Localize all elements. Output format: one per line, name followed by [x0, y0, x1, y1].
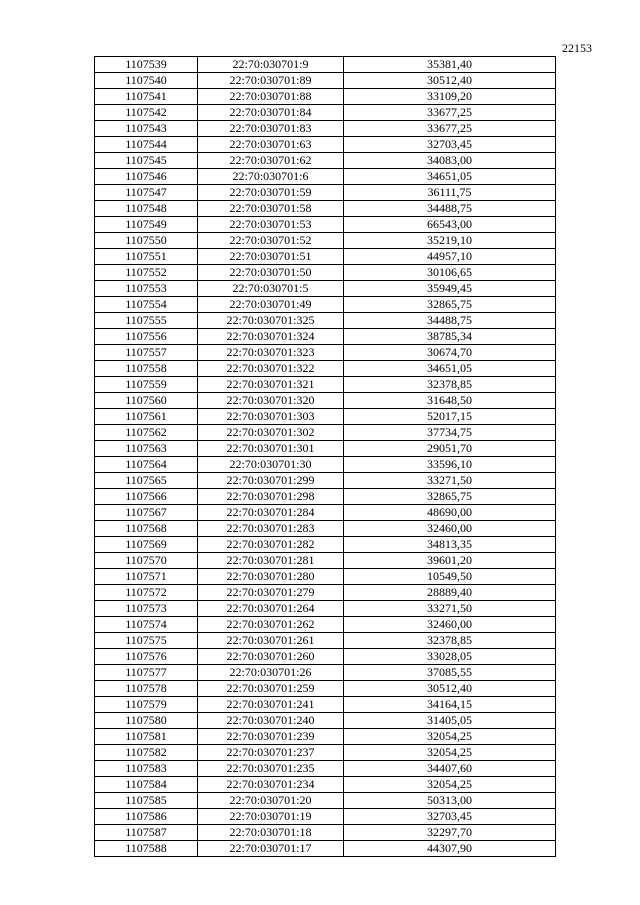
row-number-cell: 1107570: [95, 553, 198, 569]
table-row: [95, 249, 556, 265]
page-number: 22153: [562, 41, 592, 55]
row-number-cell: 1107541: [95, 89, 198, 105]
cadastral-value-cell: 34164,15: [344, 697, 556, 713]
cadastral-number-cell: 22:70:030701:26: [198, 665, 344, 681]
cadastral-value-cell: 38785,34: [344, 329, 556, 345]
row-number-cell: 1107543: [95, 121, 198, 137]
table-row: [95, 297, 556, 313]
cadastral-value-cell: 32703,45: [344, 137, 556, 153]
cadastral-number-cell: 22:70:030701:17: [198, 841, 344, 857]
cadastral-value-cell: 33271,50: [344, 473, 556, 489]
cadastral-number-cell: 22:70:030701:321: [198, 377, 344, 393]
cadastral-number-cell: 22:70:030701:323: [198, 345, 344, 361]
cadastral-value-cell: 32378,85: [344, 633, 556, 649]
cadastral-number-cell: 22:70:030701:302: [198, 425, 344, 441]
row-number-cell: 1107559: [95, 377, 198, 393]
cadastral-number-cell: 22:70:030701:234: [198, 777, 344, 793]
cadastral-value-cell: 30512,40: [344, 73, 556, 89]
cadastral-value-cell: 32378,85: [344, 377, 556, 393]
table-row: [95, 169, 556, 185]
row-number-cell: 1107574: [95, 617, 198, 633]
cadastral-number-cell: 22:70:030701:320: [198, 393, 344, 409]
table-row: [95, 281, 556, 297]
cadastral-value-cell: 30106,65: [344, 265, 556, 281]
row-number-cell: 1107555: [95, 313, 198, 329]
cadastral-value-cell: 28889,40: [344, 585, 556, 601]
row-number-cell: 1107557: [95, 345, 198, 361]
cadastral-number-cell: 22:70:030701:282: [198, 537, 344, 553]
cadastral-number-cell: 22:70:030701:280: [198, 569, 344, 585]
cadastral-number-cell: 22:70:030701:63: [198, 137, 344, 153]
table-row: [95, 681, 556, 697]
cadastral-value-cell: 36111,75: [344, 185, 556, 201]
table-row: [95, 121, 556, 137]
cadastral-number-cell: 22:70:030701:88: [198, 89, 344, 105]
cadastral-number-cell: 22:70:030701:89: [198, 73, 344, 89]
table-row: [95, 489, 556, 505]
table-row: [95, 377, 556, 393]
cadastral-number-cell: 22:70:030701:58: [198, 201, 344, 217]
cadastral-value-cell: 32054,25: [344, 777, 556, 793]
table-row: [95, 649, 556, 665]
table-row: [95, 745, 556, 761]
table-row: [95, 505, 556, 521]
table-row: [95, 57, 556, 73]
row-number-cell: 1107542: [95, 105, 198, 121]
cadastral-value-cell: 35381,40: [344, 57, 556, 73]
cadastral-value-cell: 35219,10: [344, 233, 556, 249]
table-row: [95, 585, 556, 601]
cadastral-value-cell: 31648,50: [344, 393, 556, 409]
cadastral-value-cell: 34813,35: [344, 537, 556, 553]
table-row: [95, 185, 556, 201]
cadastral-number-cell: 22:70:030701:30: [198, 457, 344, 473]
cadastral-value-cell: 66543,00: [344, 217, 556, 233]
table-row: [95, 153, 556, 169]
cadastral-value-cell: 30674,70: [344, 345, 556, 361]
cadastral-value-cell: 33271,50: [344, 601, 556, 617]
cadastral-number-cell: 22:70:030701:264: [198, 601, 344, 617]
cadastral-number-cell: 22:70:030701:241: [198, 697, 344, 713]
row-number-cell: 1107587: [95, 825, 198, 841]
row-number-cell: 1107567: [95, 505, 198, 521]
cadastral-value-cell: 32460,00: [344, 617, 556, 633]
row-number-cell: 1107569: [95, 537, 198, 553]
table-row: [95, 425, 556, 441]
cadastral-value-table: [94, 56, 556, 857]
row-number-cell: 1107540: [95, 73, 198, 89]
row-number-cell: 1107573: [95, 601, 198, 617]
row-number-cell: 1107546: [95, 169, 198, 185]
cadastral-number-cell: 22:70:030701:279: [198, 585, 344, 601]
cadastral-value-cell: 37734,75: [344, 425, 556, 441]
table-row: [95, 761, 556, 777]
row-number-cell: 1107586: [95, 809, 198, 825]
cadastral-value-cell: 52017,15: [344, 409, 556, 425]
table-row: [95, 601, 556, 617]
cadastral-number-cell: 22:70:030701:20: [198, 793, 344, 809]
cadastral-number-cell: 22:70:030701:260: [198, 649, 344, 665]
row-number-cell: 1107558: [95, 361, 198, 377]
row-number-cell: 1107547: [95, 185, 198, 201]
cadastral-value-cell: 34488,75: [344, 313, 556, 329]
table-row: [95, 329, 556, 345]
cadastral-value-cell: 33028,05: [344, 649, 556, 665]
cadastral-value-cell: 33677,25: [344, 121, 556, 137]
cadastral-value-cell: 32865,75: [344, 489, 556, 505]
row-number-cell: 1107580: [95, 713, 198, 729]
row-number-cell: 1107551: [95, 249, 198, 265]
table-row: [95, 697, 556, 713]
cadastral-number-cell: 22:70:030701:299: [198, 473, 344, 489]
cadastral-value-cell: 32297,70: [344, 825, 556, 841]
cadastral-number-cell: 22:70:030701:259: [198, 681, 344, 697]
row-number-cell: 1107576: [95, 649, 198, 665]
table-row: [95, 809, 556, 825]
cadastral-number-cell: 22:70:030701:322: [198, 361, 344, 377]
cadastral-number-cell: 22:70:030701:284: [198, 505, 344, 521]
cadastral-number-cell: 22:70:030701:6: [198, 169, 344, 185]
table-row: [95, 473, 556, 489]
row-number-cell: 1107582: [95, 745, 198, 761]
cadastral-value-cell: 30512,40: [344, 681, 556, 697]
cadastral-number-cell: 22:70:030701:239: [198, 729, 344, 745]
table-row: [95, 361, 556, 377]
row-number-cell: 1107560: [95, 393, 198, 409]
row-number-cell: 1107554: [95, 297, 198, 313]
cadastral-number-cell: 22:70:030701:9: [198, 57, 344, 73]
table-row: [95, 313, 556, 329]
cadastral-number-cell: 22:70:030701:83: [198, 121, 344, 137]
row-number-cell: 1107571: [95, 569, 198, 585]
cadastral-value-cell: 48690,00: [344, 505, 556, 521]
cadastral-value-cell: 32703,45: [344, 809, 556, 825]
cadastral-number-cell: 22:70:030701:281: [198, 553, 344, 569]
row-number-cell: 1107539: [95, 57, 198, 73]
table-row: [95, 345, 556, 361]
cadastral-number-cell: 22:70:030701:261: [198, 633, 344, 649]
cadastral-number-cell: 22:70:030701:53: [198, 217, 344, 233]
cadastral-number-cell: 22:70:030701:235: [198, 761, 344, 777]
row-number-cell: 1107581: [95, 729, 198, 745]
row-number-cell: 1107550: [95, 233, 198, 249]
row-number-cell: 1107562: [95, 425, 198, 441]
cadastral-value-cell: 31405,05: [344, 713, 556, 729]
cadastral-number-cell: 22:70:030701:51: [198, 249, 344, 265]
row-number-cell: 1107545: [95, 153, 198, 169]
cadastral-number-cell: 22:70:030701:324: [198, 329, 344, 345]
row-number-cell: 1107556: [95, 329, 198, 345]
row-number-cell: 1107565: [95, 473, 198, 489]
row-number-cell: 1107568: [95, 521, 198, 537]
table-row: [95, 825, 556, 841]
table-row: [95, 265, 556, 281]
cadastral-number-cell: 22:70:030701:237: [198, 745, 344, 761]
cadastral-number-cell: 22:70:030701:240: [198, 713, 344, 729]
cadastral-number-cell: 22:70:030701:62: [198, 153, 344, 169]
row-number-cell: 1107577: [95, 665, 198, 681]
row-number-cell: 1107578: [95, 681, 198, 697]
cadastral-number-cell: 22:70:030701:325: [198, 313, 344, 329]
row-number-cell: 1107561: [95, 409, 198, 425]
cadastral-value-cell: 33109,20: [344, 89, 556, 105]
row-number-cell: 1107579: [95, 697, 198, 713]
row-number-cell: 1107563: [95, 441, 198, 457]
row-number-cell: 1107572: [95, 585, 198, 601]
row-number-cell: 1107575: [95, 633, 198, 649]
cadastral-number-cell: 22:70:030701:52: [198, 233, 344, 249]
table-row: [95, 201, 556, 217]
table-row: [95, 793, 556, 809]
row-number-cell: 1107583: [95, 761, 198, 777]
table-row: [95, 409, 556, 425]
table-row: [95, 777, 556, 793]
row-number-cell: 1107552: [95, 265, 198, 281]
table-row: [95, 393, 556, 409]
cadastral-number-cell: 22:70:030701:5: [198, 281, 344, 297]
cadastral-value-cell: 34651,05: [344, 169, 556, 185]
cadastral-value-cell: 32460,00: [344, 521, 556, 537]
table-row: [95, 841, 556, 857]
cadastral-value-cell: 34407,60: [344, 761, 556, 777]
table-row: [95, 521, 556, 537]
cadastral-value-cell: 37085,55: [344, 665, 556, 681]
row-number-cell: 1107544: [95, 137, 198, 153]
cadastral-value-cell: 33677,25: [344, 105, 556, 121]
table-row: [95, 441, 556, 457]
cadastral-number-cell: 22:70:030701:298: [198, 489, 344, 505]
row-number-cell: 1107553: [95, 281, 198, 297]
cadastral-value-cell: 32054,25: [344, 745, 556, 761]
cadastral-number-cell: 22:70:030701:19: [198, 809, 344, 825]
table-row: [95, 105, 556, 121]
cadastral-value-cell: 32054,25: [344, 729, 556, 745]
cadastral-value-cell: 29051,70: [344, 441, 556, 457]
cadastral-number-cell: 22:70:030701:303: [198, 409, 344, 425]
cadastral-number-cell: 22:70:030701:49: [198, 297, 344, 313]
cadastral-value-cell: 34488,75: [344, 201, 556, 217]
table-body: [95, 57, 556, 857]
table-row: [95, 233, 556, 249]
cadastral-number-cell: 22:70:030701:59: [198, 185, 344, 201]
cadastral-number-cell: 22:70:030701:283: [198, 521, 344, 537]
row-number-cell: 1107585: [95, 793, 198, 809]
row-number-cell: 1107588: [95, 841, 198, 857]
cadastral-value-cell: 35949,45: [344, 281, 556, 297]
row-number-cell: 1107548: [95, 201, 198, 217]
table-row: [95, 569, 556, 585]
table-row: [95, 89, 556, 105]
table-row: [95, 457, 556, 473]
table-row: [95, 137, 556, 153]
cadastral-value-cell: 44307,90: [344, 841, 556, 857]
cadastral-value-cell: 39601,20: [344, 553, 556, 569]
table-row: [95, 729, 556, 745]
table-row: [95, 665, 556, 681]
row-number-cell: 1107584: [95, 777, 198, 793]
table-row: [95, 217, 556, 233]
cadastral-value-cell: 32865,75: [344, 297, 556, 313]
table-row: [95, 633, 556, 649]
cadastral-number-cell: 22:70:030701:262: [198, 617, 344, 633]
table-row: [95, 713, 556, 729]
row-number-cell: 1107566: [95, 489, 198, 505]
cadastral-value-cell: 33596,10: [344, 457, 556, 473]
table-row: [95, 617, 556, 633]
cadastral-value-cell: 34651,05: [344, 361, 556, 377]
cadastral-value-cell: 50313,00: [344, 793, 556, 809]
cadastral-number-cell: 22:70:030701:18: [198, 825, 344, 841]
table-row: [95, 553, 556, 569]
cadastral-number-cell: 22:70:030701:301: [198, 441, 344, 457]
cadastral-number-cell: 22:70:030701:50: [198, 265, 344, 281]
cadastral-value-cell: 10549,50: [344, 569, 556, 585]
cadastral-value-cell: 44957,10: [344, 249, 556, 265]
cadastral-number-cell: 22:70:030701:84: [198, 105, 344, 121]
row-number-cell: 1107549: [95, 217, 198, 233]
cadastral-value-cell: 34083,00: [344, 153, 556, 169]
row-number-cell: 1107564: [95, 457, 198, 473]
table-row: [95, 73, 556, 89]
table-row: [95, 537, 556, 553]
